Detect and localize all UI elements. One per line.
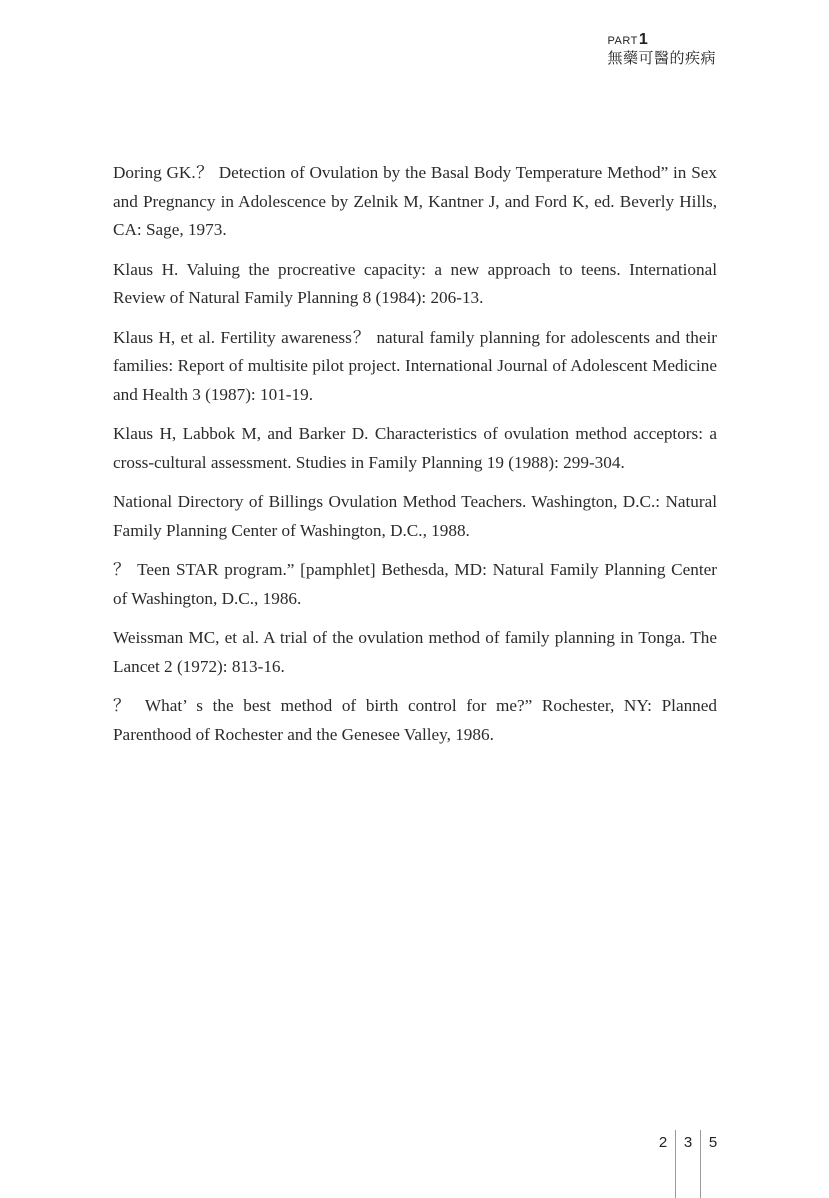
reference-item: Doring GK.？ Detection of Ovulation by the Basal Body Temperature Method” in Sex and Pregnancy in Adolescence by Zelnik M, Kantner J, and Ford K, ed. Beverly Hills, CA: Sage, 1973. bbox=[113, 163, 717, 239]
page-number-digit: 3 bbox=[683, 1134, 693, 1151]
reference-item: National Directory of Billings Ovulation Method Teachers. Washington, D.C.: Natural Family Planning Center of Washington, D.C., 1988. bbox=[113, 492, 717, 540]
reference-item: Weissman MC, et al. A trial of the ovulation method of family planning in Tonga. The Lancet 2 (1972): 813-16. bbox=[113, 628, 717, 676]
reference-list bbox=[113, 159, 717, 760]
reference-item: ？ What’ s the best method of birth control for me?” Rochester, NY: Planned Parenthood of Rochester and the Genesee Valley, 1986. bbox=[113, 696, 717, 744]
page-number-digit: 2 bbox=[658, 1134, 668, 1151]
reference-item: ？ Teen STAR program.” [pamphlet] Bethesda, MD: Natural Family Planning Center of Washington, D.C., 1986. bbox=[113, 560, 717, 608]
part-label bbox=[607, 32, 716, 49]
page-number-divider bbox=[675, 1130, 676, 1198]
page-number-digit: 5 bbox=[708, 1134, 718, 1151]
reference-item: Klaus H, et al. Fertility awareness？ natural family planning for adolescents and their families: Report of multisite pilot project. International Journal of Adolescent Medicine and Health 3 (1987): 101-19. bbox=[113, 327, 717, 404]
page-number bbox=[655, 1130, 721, 1198]
reference-item: Klaus H, Labbok M, and Barker D. Characteristics of ovulation method acceptors: a cross-cultural assessment. Studies in Family Planning 19 (1988): 299-304. bbox=[113, 424, 717, 472]
page-number-divider bbox=[700, 1130, 701, 1198]
part-label-text: PART bbox=[607, 35, 638, 47]
running-header bbox=[607, 32, 716, 67]
reference-item: Klaus H. Valuing the procreative capacity: a new approach to teens. International Review of Natural Family Planning 8 (1984): 206-13. bbox=[113, 259, 717, 307]
chapter-title: 無藥可醫的疾病 bbox=[607, 49, 716, 67]
part-number: 1 bbox=[638, 31, 649, 48]
